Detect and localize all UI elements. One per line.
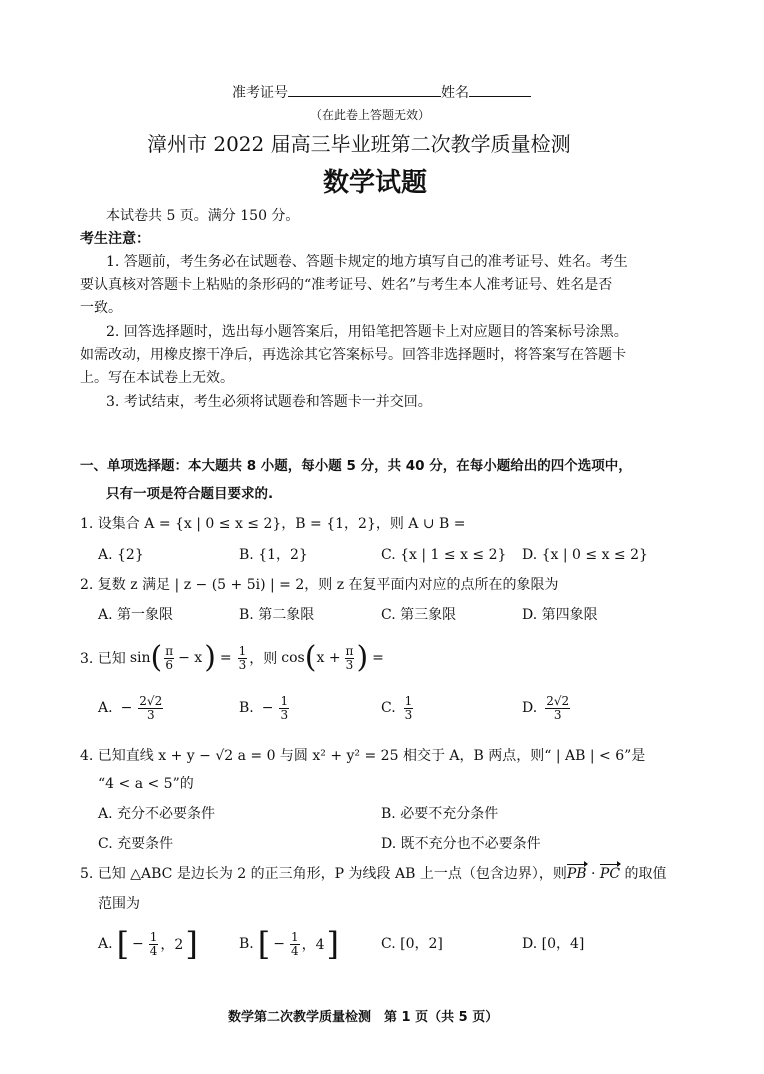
q5-dot: · [586,866,600,882]
q3-then: ，则 [249,651,278,667]
q5-a-label: A. [98,936,113,952]
q5-stem-line1 [80,866,667,882]
exam-id-blank[interactable] [288,82,441,97]
exam-title: 漳州市 2022 届高三毕业班第二次教学质量检测 [147,132,571,156]
q5-option-b[interactable] [239,924,339,964]
q3-frac-1-3 [238,645,248,672]
q5-b-end: ，4 [301,937,325,953]
q1-option-b[interactable]: B. {1，2} [239,547,308,563]
q2-option-a[interactable]: A. 第一象限 [98,607,174,623]
note2-line3: 上。写在本试卷上无效。 [80,370,234,386]
q3-one: 1 [238,643,247,658]
q5-b-frac [290,931,300,958]
pages-info: 本试卷共 5 页。满分 150 分。 [106,208,300,224]
q2-stem: 2. 复数 z 满足 | z − (5 + 5i) | = 2，则 z 在复平面内对应的点所在的象限为 [80,577,559,593]
q2-option-b[interactable]: B. 第二象限 [239,607,315,623]
q3-prefix: 3. 已知 [80,651,126,667]
q4-stem-line2: “4 < a < 5”的 [98,776,194,792]
q3-c-den: 3 [404,707,413,722]
q3-b-sign: − [261,700,274,716]
q3-b-label: B. [239,700,254,716]
q3-rparen-1: ) [204,640,216,675]
q3-pi-1: π [165,643,174,658]
q1-option-a[interactable]: A. {2} [98,547,144,563]
subject-title: 数学试题 [323,168,428,198]
q5-b-num: 1 [290,929,299,944]
q3-option-b[interactable] [239,690,291,726]
exam-id-row [232,82,531,101]
q3-option-c[interactable] [381,690,415,726]
section1-heading-line1: 一、单项选择题：本大题共 8 小题，每小题 5 分，共 40 分，在每小题给出的四个选项中， [80,458,632,474]
q3-cos: cos [281,650,305,666]
q4-option-c[interactable]: C. 充要条件 [98,836,174,852]
q4-option-a[interactable]: A. 充分不必要条件 [98,806,216,822]
q3-d-num: 2√2 [546,693,570,708]
section1-heading-line2: 只有一项是符合题目要求的. [106,486,274,502]
q5-b-den: 4 [290,943,299,958]
q4-option-d[interactable]: D. 既不充分也不必要条件 [381,836,541,852]
q5-stem-text: 5. 已知 △ABC 是边长为 2 的正三角形，P 为线段 AB 上一点（包含边界），则 [80,866,567,882]
q5-stem-end: 的取值 [620,866,667,882]
invalid-notice: （在此卷上答题无效） [310,108,431,122]
q3-lparen-1: ( [150,640,163,675]
q1-stem: 1. 设集合 A = {x | 0 ≤ x ≤ 2}，B = {1，2}，则 A ∪ B = [80,516,466,532]
q3-x-plus: x + [316,650,341,666]
q3-rparen-2: ) [356,640,369,675]
q3-frac-pi-3 [345,645,355,672]
q5-vector-pc: PC [599,866,621,882]
q5-b-sign: − [273,936,285,952]
q5-b-rbracket: ] [326,925,340,963]
q5-stem-line2: 范围为 [98,896,140,912]
note1-line2: 要认真核对答题卡上粘贴的条形码的“准考证号、姓名”与考生本人准考证号、姓名是否 [80,277,613,293]
q4-option-b[interactable]: B. 必要不充分条件 [381,806,499,822]
q3-d-frac [545,695,570,722]
q3-a-frac [138,695,163,722]
q3-a-sign: − [120,700,133,716]
q3-three-2: 3 [345,657,354,672]
note1-line1: 1. 答题前，考生务必在试题卷、答题卡规定的地方填写自己的准考证号、姓名。考生 [106,254,628,270]
q5-a-frac [149,931,159,958]
note1-line3: 一致。 [80,300,122,316]
q3-eq: = [219,650,232,666]
q3-option-a[interactable] [98,690,165,726]
q3-a-label: A. [98,700,113,716]
q3-c-label: C. [381,700,396,716]
q3-c-frac [404,695,414,722]
q5-a-sign: − [132,936,144,952]
q5-a-num: 1 [149,929,158,944]
q3-b-frac [279,695,289,722]
q5-a-lbracket: [ [116,925,130,963]
q3-pi-2: π [345,643,354,658]
notes-title: 考生注意： [80,231,150,247]
q5-option-d[interactable]: D. [0，4] [522,936,585,952]
note2-line1: 2. 回答选择题时，选出每小题答案后，用铅笔把答题卡上对应题目的答案标号涂黑。 [106,324,628,340]
name-label: 姓名 [441,85,469,101]
q5-b-label: B. [239,936,254,952]
q5-a-rbracket: ] [185,925,198,963]
q5-vector-pb: PB [566,866,587,882]
q2-option-c[interactable]: C. 第三象限 [381,607,457,623]
q3-minus-x: − x [178,650,203,666]
q1-option-c[interactable]: C. {x | 1 ≤ x ≤ 2} [381,547,507,563]
q3-a-num: 2√2 [139,693,163,708]
q3-lparen-2: ( [304,640,317,675]
q3-c-num: 1 [404,693,413,708]
q5-a-end: ，2 [160,937,184,953]
q5-b-lbracket: [ [257,925,271,963]
q4-stem-line1: 4. 已知直线 x + y − √2 a = 0 与圆 x² + y² = 25 相交于 A，B 两点，则“ | AB | < 6”是 [80,748,646,764]
q3-b-den: 3 [280,707,289,722]
q3-six-1: 6 [165,657,173,672]
q3-option-d[interactable] [522,690,572,726]
q3-sin: sin [129,650,151,666]
q3-b-num: 1 [280,693,289,708]
q3-d-label: D. [522,700,538,716]
q2-option-d[interactable]: D. 第四象限 [522,607,598,623]
q5-option-a[interactable] [98,924,198,964]
page-footer: 数学第二次教学质量检测 第 1 页（共 5 页） [228,1010,499,1025]
note3: 3. 考试结束，考生必须将试题卷和答题卡一并交回。 [106,394,432,410]
q3-stem [80,638,384,678]
q5-option-c[interactable]: C. [0，2] [381,936,443,952]
q3-three: 3 [238,657,247,672]
q3-eq-end: = [372,650,384,666]
name-blank[interactable] [469,82,531,97]
q3-frac-pi-6 [164,645,174,672]
q1-option-d[interactable]: D. {x | 0 ≤ x ≤ 2} [522,547,648,563]
q3-d-den: 3 [553,707,562,722]
exam-id-label: 准考证号 [232,85,288,101]
q5-a-den: 4 [149,943,158,958]
note2-line2: 如需改动，用橡皮擦干净后，再选涂其它答案标号。回答非选择题时，将答案写在答题卡 [80,347,626,363]
q3-a-den: 3 [146,707,155,722]
